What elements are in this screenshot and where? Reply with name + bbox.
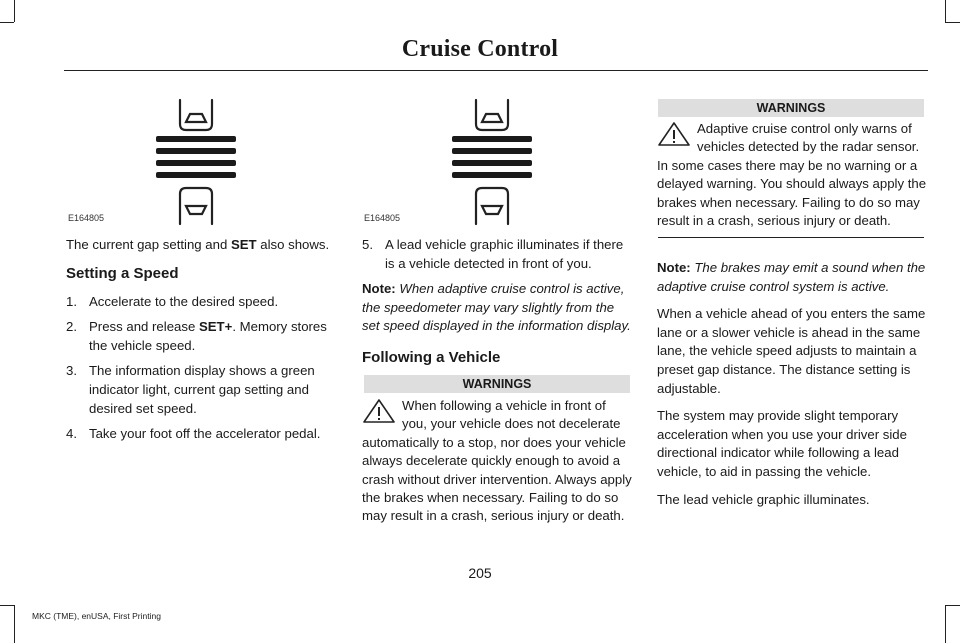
page-number: 205 [468, 565, 492, 581]
crop-mark-bottom-left [14, 605, 15, 643]
warning-text-following: When following a vehicle in front of you, your vehicle does not decelerate automatically to a stop, nor does your vehicle always decelerate quickly enough to avoid a crash without driver intervention. Always apply the brakes when necessary. Failing to do so may result in a crash, serious injury or death. [362, 398, 632, 524]
crop-mark-bottom-left-h [0, 605, 14, 606]
crop-mark-top-right [945, 0, 946, 22]
crop-mark-top-left-h [0, 22, 14, 23]
list-item: 4. Take your foot off the accelerator pedal. [66, 426, 321, 442]
crop-mark-top-right-h [945, 22, 960, 23]
warnings-header: WARNINGS [658, 99, 924, 117]
gap-setting-icon [362, 98, 542, 226]
right-column [657, 259, 927, 509]
crop-mark-top-left [14, 0, 15, 22]
intro-paragraph: The current gap setting and SET also shows. [66, 237, 330, 252]
warning-triangle-icon [657, 122, 691, 146]
figure-code: E164805 [68, 213, 105, 223]
warnings-header: WARNINGS [364, 375, 630, 393]
note-paragraph: Note: The brakes may emit a sound when the adaptive cruise control system is active. [657, 260, 926, 294]
gap-setting-icon [66, 98, 246, 226]
warning-triangle-icon [362, 399, 396, 423]
warning-end-rule [658, 237, 924, 238]
page-title: Cruise Control [401, 36, 559, 62]
crop-mark-bottom-right-h [945, 605, 960, 606]
body-paragraph: The lead vehicle graphic illuminates. [657, 491, 870, 507]
crop-mark-bottom-right [945, 605, 946, 643]
list-item: 1. Accelerate to the desired speed. [66, 293, 279, 309]
gap-setting-figure-2 [362, 98, 542, 226]
section-heading-following-vehicle: Following a Vehicle [362, 348, 501, 366]
middle-column [362, 236, 632, 378]
list-item: 5. A lead vehicle graphic illuminates if there is a vehicle detected in front of you. [362, 237, 624, 271]
figure-code: E164805 [364, 213, 401, 223]
gap-setting-figure-1 [66, 98, 246, 226]
steps-list-continued [362, 236, 632, 273]
list-item: 3. The information display shows a green indicator light, current gap setting and desired set speed. [66, 363, 315, 416]
list-item: 2. Press and release SET+. Memory stores the vehicle speed. [66, 319, 327, 353]
note-paragraph: Note: When adaptive cruise control is active, the speedometer may vary slightly from the set speed displayed in the information display. [362, 281, 631, 334]
body-paragraph: When a vehicle ahead of you enters the same lane or a slower vehicle is ahead in the same lane, the vehicle speed adjusts to maintain a preset gap distance. The distance setting is adjustable. [657, 306, 926, 396]
steps-list [66, 293, 336, 444]
left-column [66, 236, 336, 451]
section-heading-setting-speed: Setting a Speed [66, 264, 179, 282]
body-paragraph: The system may provide slight temporary acceleration when you use your driver side directional indicator while following a lead vehicle, to aid in passing the vehicle. [657, 408, 907, 479]
print-info: MKC (TME), enUSA, First Printing [32, 611, 161, 621]
warning-text-radar: Adaptive cruise control only warns of vehicles detected by the radar sensor. In some cases there may be no warning or a delayed warning. You should always apply the brakes when necessary. Failing to do so may result in a crash, serious injury or death. [657, 121, 927, 229]
header-rule [64, 70, 928, 71]
